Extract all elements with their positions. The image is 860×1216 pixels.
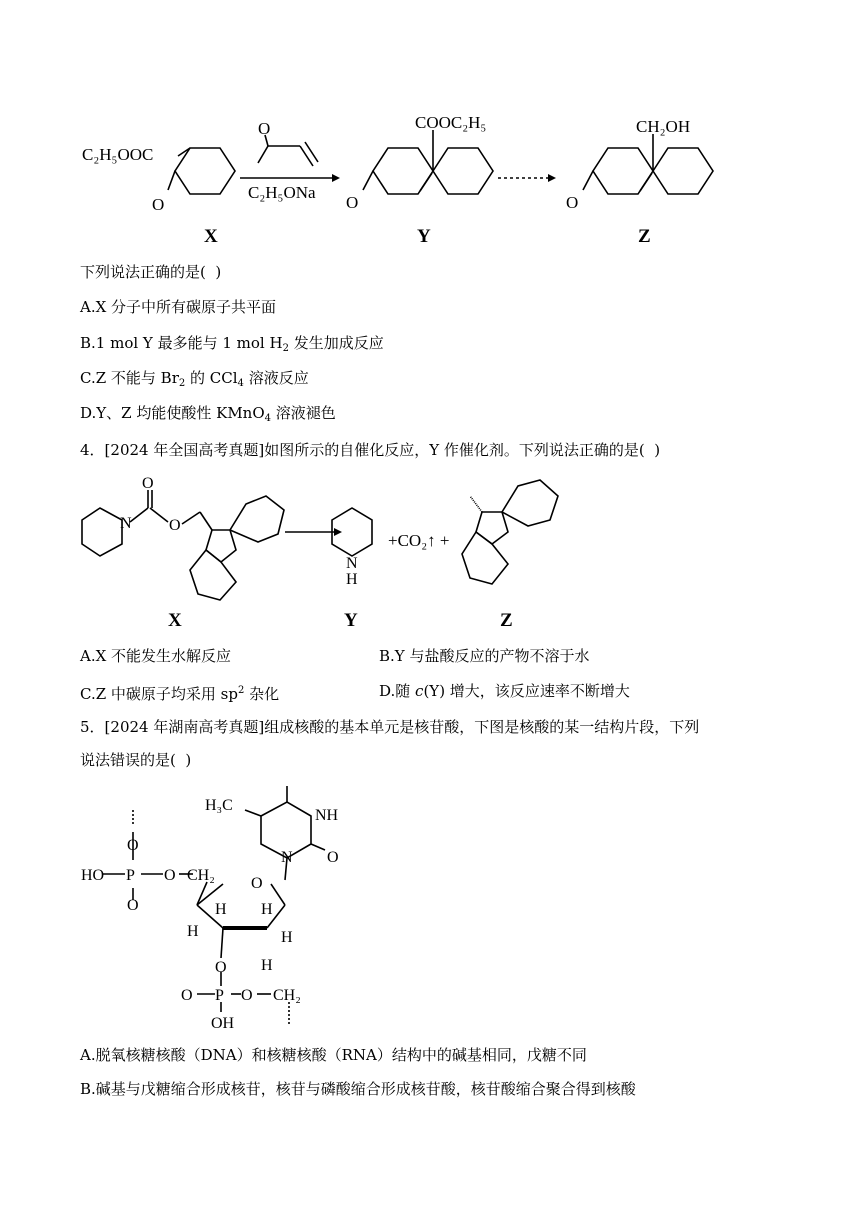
z-fluorene-lower-ring [462, 532, 508, 584]
q5-option-a: A.脱氧核糖核酸（DNA）和核糖核酸（RNA）结构中的碱基相同，戊糖不同 [80, 1046, 587, 1064]
y-ring-left [373, 148, 433, 194]
reagent-below-arrow: C₂H₅ONa [248, 183, 316, 202]
x-carbonyl-o: O [142, 475, 154, 492]
y-label: Y [417, 226, 431, 247]
z-substituent: CH₂OH [636, 117, 691, 136]
svg-text:H: H [215, 901, 227, 918]
svg-text:H: H [261, 901, 273, 918]
c5-ch2: CH₂ [187, 867, 215, 884]
co2-text: +CO₂↑ + [388, 531, 450, 550]
x-substituent: C₂H₅OOC [82, 145, 154, 164]
reagent-o: O [258, 119, 271, 138]
phosphate-p: P [126, 867, 135, 884]
svg-text:H: H [346, 571, 358, 588]
q4-stem: 4．[2024 年全国高考真题]如图所示的自催化反应，Y 作催化剂。下列说法正确的是( ) [80, 441, 661, 459]
svg-text:H: H [281, 929, 293, 946]
svg-text:O: O [164, 867, 176, 884]
y-carbonyl-o: O [346, 193, 359, 212]
lower-phosphate-oh: OH [211, 1015, 235, 1032]
q5-stem-line1: 5．[2024 年湖南高考真题]组成核酸的基本单元是核苷酸，下图是核酸的某一结构片段，下列 [80, 718, 700, 736]
svg-text:O: O [181, 987, 193, 1004]
q3-option-d: D.Y、Z 均能使酸性 KMnO$_4$ 溶液褪色 [80, 404, 336, 424]
x-cyclohexanone-ring [175, 148, 235, 194]
z-label: Z [638, 226, 651, 247]
z-carbonyl-o: O [566, 193, 579, 212]
z-fluorene-upper-ring [502, 480, 558, 526]
svg-text:O: O [241, 987, 253, 1004]
x-carbonyl-o: O [152, 195, 165, 214]
z-label: Z [500, 610, 513, 631]
y-label: Y [344, 610, 358, 631]
x-label: X [168, 610, 182, 631]
thymine-nh: NH [315, 807, 339, 824]
phosphate-ho: HO [81, 867, 105, 884]
x-fluorene-lower-ring [190, 550, 236, 600]
q4-option-d: D.随 c(Y) 增大，该反应速率不断增大 [379, 682, 630, 700]
lower-phosphate-p: P [215, 987, 224, 1004]
svg-text:CH₂: CH₂ [273, 987, 301, 1004]
q3-option-c: C.Z 不能与 $Br_2$ 的 CCl$_4$ 溶液反应 [80, 369, 309, 389]
q4-option-a: A.X 不能发生水解反应 [80, 647, 232, 665]
q3-option-a: A.X 分子中所有碳原子共平面 [80, 298, 277, 316]
autocatalysis-figure [70, 470, 590, 635]
q4-option-c: C.Z 中碳原子均采用 $sp^2$ 杂化 [80, 685, 280, 703]
x-piperidine-ring [82, 508, 122, 556]
x-label: X [204, 226, 218, 247]
x-fluorene-upper-ring [230, 496, 284, 542]
svg-text:H: H [261, 957, 273, 974]
y-substituent: COOC₂H₅ [415, 113, 487, 132]
x-ester-o: O [169, 517, 181, 534]
y-amine-nh: N [346, 555, 358, 572]
q3-option-b: B.1 mol Y 最多能与 1 mol $H_2$ 发生加成反应 [80, 334, 384, 354]
reaction-scheme-figure [70, 108, 730, 248]
svg-text:O: O [127, 897, 139, 914]
z-ring-left [593, 148, 653, 194]
ring-oxygen: O [251, 875, 263, 892]
thymine-n: N [281, 849, 293, 866]
methyl-group: H₃C [205, 797, 233, 814]
svg-text:H: H [187, 923, 199, 940]
q5-option-b: B.碱基与戊糖缩合形成核苷，核苷与磷酸缩合形成核苷酸，核苷酸缩合聚合得到核酸 [80, 1080, 636, 1098]
thymine-carbonyl-o: O [327, 849, 339, 866]
q4-option-b: B.Y 与盐酸反应的产物不溶于水 [379, 647, 590, 665]
q3-stem: 下列说法正确的是( ) [80, 263, 222, 281]
x-amide-n: N [120, 515, 132, 532]
svg-text:O: O [127, 837, 139, 854]
nucleic-acid-fragment-figure [75, 780, 375, 1035]
q5-stem-line2: 说法错误的是( ) [80, 751, 192, 769]
svg-text:O: O [215, 959, 227, 976]
